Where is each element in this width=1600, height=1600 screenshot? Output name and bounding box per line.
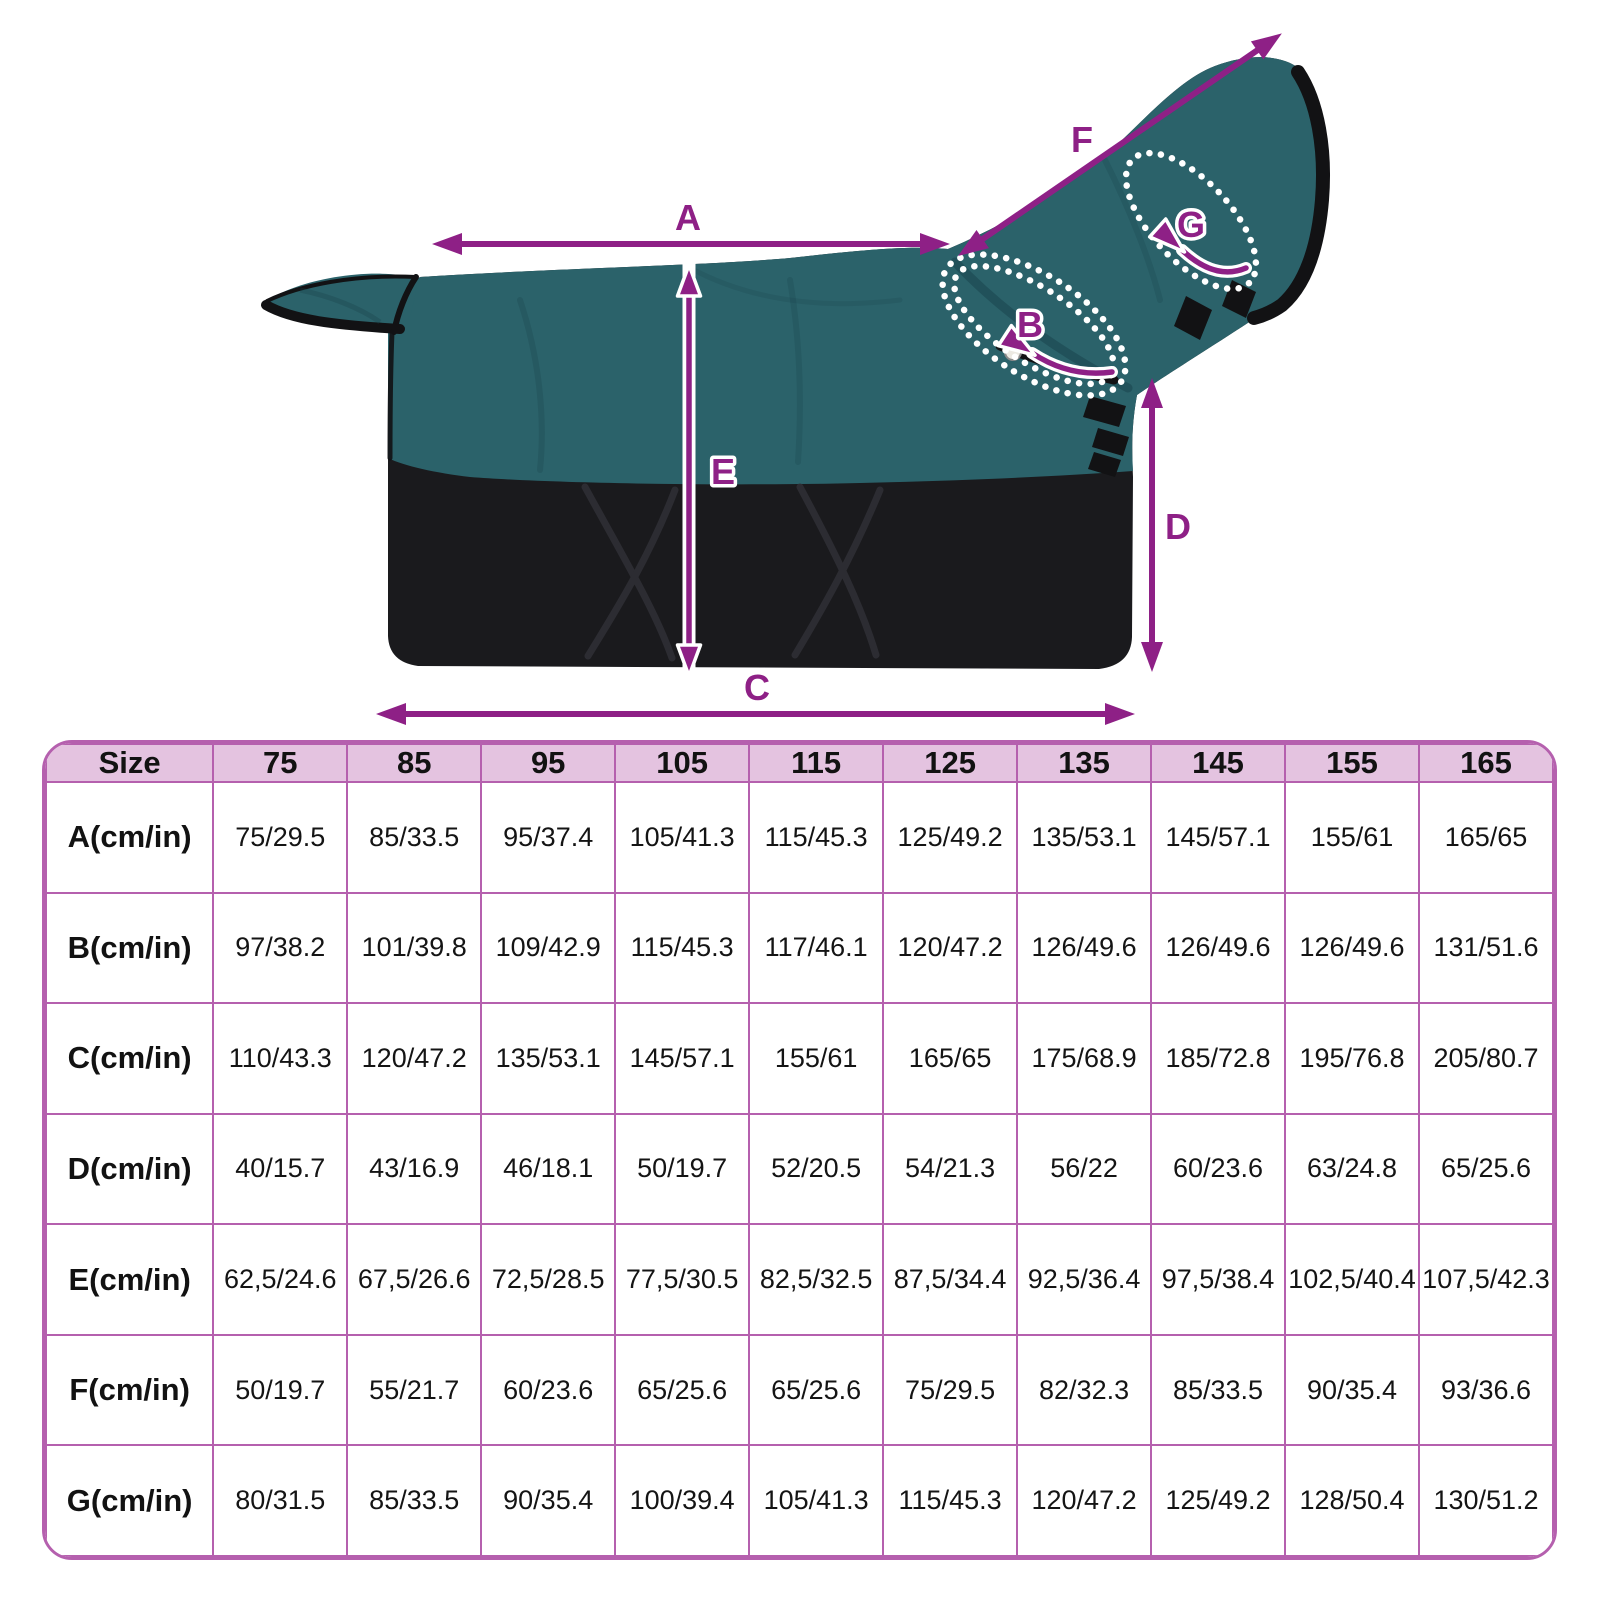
label-a: A xyxy=(675,197,701,238)
header-cell: 115 xyxy=(749,744,883,782)
value-cell: 126/49.6 xyxy=(1017,893,1151,1004)
table-body xyxy=(46,782,1553,1556)
value-cell: 135/53.1 xyxy=(481,1003,615,1114)
value-cell: 62,5/24.6 xyxy=(213,1224,347,1335)
label-d: D xyxy=(1165,506,1191,547)
header-cell: 145 xyxy=(1151,744,1285,782)
value-cell: 115/45.3 xyxy=(749,782,883,893)
value-cell: 60/23.6 xyxy=(481,1335,615,1446)
value-cell: 90/35.4 xyxy=(481,1445,615,1556)
value-cell: 165/65 xyxy=(1419,782,1553,893)
value-cell: 56/22 xyxy=(1017,1114,1151,1225)
value-cell: 101/39.8 xyxy=(347,893,481,1004)
value-cell: 85/33.5 xyxy=(347,782,481,893)
value-cell: 120/47.2 xyxy=(1017,1445,1151,1556)
measure-arrow-d xyxy=(1141,378,1163,672)
header-cell: 85 xyxy=(347,744,481,782)
row-label: E(cm/in) xyxy=(46,1224,213,1335)
header-cell-size: Size xyxy=(46,744,213,782)
value-cell: 55/21.7 xyxy=(347,1335,481,1446)
row-label: C(cm/in) xyxy=(46,1003,213,1114)
row-label: B(cm/in) xyxy=(46,893,213,1004)
value-cell: 92,5/36.4 xyxy=(1017,1224,1151,1335)
label-e: E xyxy=(710,451,736,492)
table-row xyxy=(46,893,1553,1004)
value-cell: 120/47.2 xyxy=(347,1003,481,1114)
value-cell: 50/19.7 xyxy=(213,1335,347,1446)
table-row xyxy=(46,1003,1553,1114)
value-cell: 105/41.3 xyxy=(615,782,749,893)
size-table xyxy=(45,743,1554,1557)
value-cell: 185/72.8 xyxy=(1151,1003,1285,1114)
table-row xyxy=(46,1224,1553,1335)
value-cell: 110/43.3 xyxy=(213,1003,347,1114)
header-row xyxy=(46,744,1553,782)
label-f: F xyxy=(1071,119,1093,160)
value-cell: 97/38.2 xyxy=(213,893,347,1004)
row-label: G(cm/in) xyxy=(46,1445,213,1556)
label-g: G xyxy=(1176,204,1206,245)
value-cell: 135/53.1 xyxy=(1017,782,1151,893)
row-label: D(cm/in) xyxy=(46,1114,213,1225)
header-cell: 125 xyxy=(883,744,1017,782)
table-row xyxy=(46,1445,1553,1556)
value-cell: 54/21.3 xyxy=(883,1114,1017,1225)
value-cell: 102,5/40.4 xyxy=(1285,1224,1419,1335)
value-cell: 120/47.2 xyxy=(883,893,1017,1004)
value-cell: 115/45.3 xyxy=(883,1445,1017,1556)
value-cell: 126/49.6 xyxy=(1151,893,1285,1004)
value-cell: 195/76.8 xyxy=(1285,1003,1419,1114)
value-cell: 145/57.1 xyxy=(1151,782,1285,893)
value-cell: 43/16.9 xyxy=(347,1114,481,1225)
value-cell: 105/41.3 xyxy=(749,1445,883,1556)
row-label: F(cm/in) xyxy=(46,1335,213,1446)
value-cell: 65/25.6 xyxy=(749,1335,883,1446)
value-cell: 72,5/28.5 xyxy=(481,1224,615,1335)
header-cell: 155 xyxy=(1285,744,1419,782)
table-row xyxy=(46,1114,1553,1225)
value-cell: 87,5/34.4 xyxy=(883,1224,1017,1335)
value-cell: 90/35.4 xyxy=(1285,1335,1419,1446)
value-cell: 109/42.9 xyxy=(481,893,615,1004)
table-row xyxy=(46,1335,1553,1446)
value-cell: 107,5/42.3 xyxy=(1419,1224,1553,1335)
value-cell: 126/49.6 xyxy=(1285,893,1419,1004)
size-table-container xyxy=(42,740,1557,1560)
value-cell: 205/80.7 xyxy=(1419,1003,1553,1114)
value-cell: 65/25.6 xyxy=(1419,1114,1553,1225)
value-cell: 85/33.5 xyxy=(1151,1335,1285,1446)
value-cell: 75/29.5 xyxy=(883,1335,1017,1446)
value-cell: 40/15.7 xyxy=(213,1114,347,1225)
value-cell: 50/19.7 xyxy=(615,1114,749,1225)
value-cell: 60/23.6 xyxy=(1151,1114,1285,1225)
header-cell: 95 xyxy=(481,744,615,782)
value-cell: 145/57.1 xyxy=(615,1003,749,1114)
horse-blanket-measurement-diagram xyxy=(0,0,1600,740)
header-cell: 165 xyxy=(1419,744,1553,782)
header-cell: 75 xyxy=(213,744,347,782)
value-cell: 95/37.4 xyxy=(481,782,615,893)
value-cell: 100/39.4 xyxy=(615,1445,749,1556)
value-cell: 93/36.6 xyxy=(1419,1335,1553,1446)
value-cell: 63/24.8 xyxy=(1285,1114,1419,1225)
value-cell: 117/46.1 xyxy=(749,893,883,1004)
value-cell: 125/49.2 xyxy=(1151,1445,1285,1556)
value-cell: 175/68.9 xyxy=(1017,1003,1151,1114)
value-cell: 165/65 xyxy=(883,1003,1017,1114)
value-cell: 46/18.1 xyxy=(481,1114,615,1225)
value-cell: 155/61 xyxy=(1285,782,1419,893)
value-cell: 130/51.2 xyxy=(1419,1445,1553,1556)
value-cell: 82/32.3 xyxy=(1017,1335,1151,1446)
value-cell: 80/31.5 xyxy=(213,1445,347,1556)
value-cell: 155/61 xyxy=(749,1003,883,1114)
table-header xyxy=(46,744,1553,782)
value-cell: 52/20.5 xyxy=(749,1114,883,1225)
value-cell: 82,5/32.5 xyxy=(749,1224,883,1335)
value-cell: 77,5/30.5 xyxy=(615,1224,749,1335)
row-label: A(cm/in) xyxy=(46,782,213,893)
value-cell: 97,5/38.4 xyxy=(1151,1224,1285,1335)
header-cell: 135 xyxy=(1017,744,1151,782)
label-b: B xyxy=(1017,304,1043,345)
value-cell: 125/49.2 xyxy=(883,782,1017,893)
value-cell: 115/45.3 xyxy=(615,893,749,1004)
value-cell: 67,5/26.6 xyxy=(347,1224,481,1335)
value-cell: 131/51.6 xyxy=(1419,893,1553,1004)
header-cell: 105 xyxy=(615,744,749,782)
label-c: C xyxy=(744,667,770,708)
value-cell: 128/50.4 xyxy=(1285,1445,1419,1556)
value-cell: 75/29.5 xyxy=(213,782,347,893)
table-row xyxy=(46,782,1553,893)
value-cell: 65/25.6 xyxy=(615,1335,749,1446)
value-cell: 85/33.5 xyxy=(347,1445,481,1556)
